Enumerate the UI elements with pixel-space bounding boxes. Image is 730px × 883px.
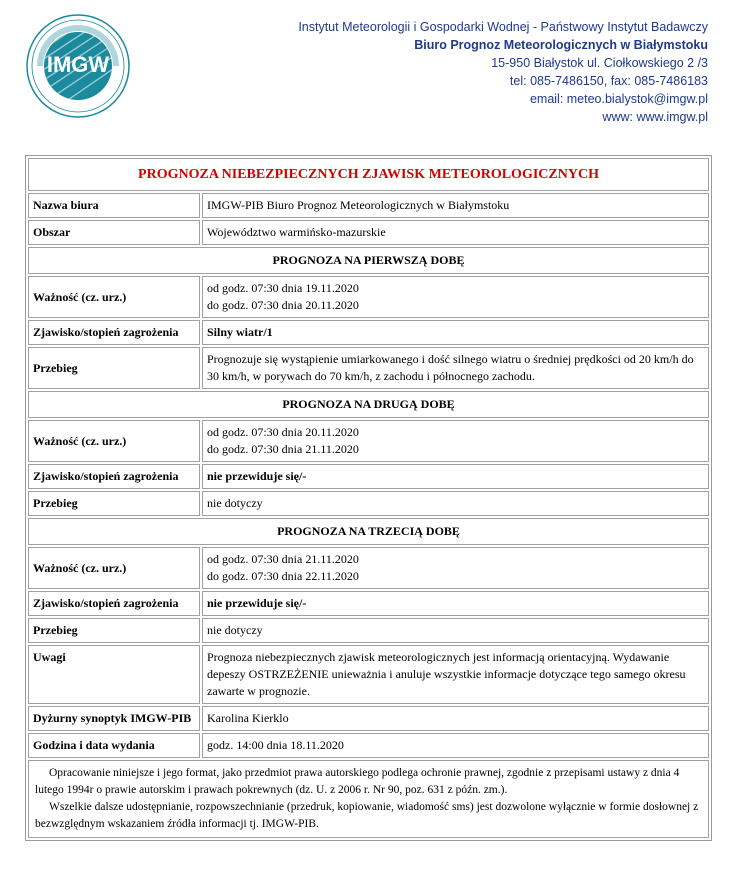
table-row bbox=[28, 591, 709, 616]
office-label: Nazwa biura bbox=[28, 193, 200, 218]
day2-validity-from: od godz. 07:30 dnia 20.11.2020 bbox=[207, 425, 359, 439]
website[interactable]: www: www.imgw.pl bbox=[602, 110, 708, 124]
day2-course-value: nie dotyczy bbox=[202, 491, 709, 516]
day3-validity-value bbox=[202, 547, 709, 589]
day3-validity-label: Ważność (cz. urz.) bbox=[28, 547, 200, 589]
sharing-note: Wszelkie dalsze udostępnianie, rozpowszechnianie (przedruk, kopiowanie, wiadomość sms) jest dozwolone wyłącznie w formie dosłownej z bezwzględnym wskazaniem źródła informacji tj. IMGW-PIB. bbox=[35, 801, 699, 830]
office-value: IMGW-PIB Biuro Prognoz Meteorologicznych w Białymstoku bbox=[202, 193, 709, 218]
day2-course-label: Przebieg bbox=[28, 491, 200, 516]
table-row bbox=[28, 491, 709, 516]
legal-footer bbox=[28, 760, 709, 838]
day1-phenomenon-value: Silny wiatr/1 bbox=[202, 320, 709, 345]
email[interactable]: email: meteo.bialystok@imgw.pl bbox=[529, 92, 708, 106]
day2-phenomenon-label: Zjawisko/stopień zagrożenia bbox=[28, 464, 200, 489]
day3-validity-from: od godz. 07:30 dnia 21.11.2020 bbox=[207, 552, 359, 566]
table-row bbox=[28, 276, 709, 318]
day3-phenomenon-label: Zjawisko/stopień zagrożenia bbox=[28, 591, 200, 616]
day3-phenomenon-value: nie przewiduje się/- bbox=[202, 591, 709, 616]
table-row bbox=[28, 420, 709, 462]
table-row bbox=[28, 618, 709, 643]
institute-name: Instytut Meteorologii i Gospodarki Wodnej - Państwowy Instytut Badawczy bbox=[298, 20, 708, 34]
day1-phenomenon-label: Zjawisko/stopień zagrożenia bbox=[28, 320, 200, 345]
day3-heading: PROGNOZA NA TRZECIĄ DOBĘ bbox=[28, 518, 709, 545]
area-label: Obszar bbox=[28, 220, 200, 245]
table-row bbox=[28, 645, 709, 704]
day3-course-value: nie dotyczy bbox=[202, 618, 709, 643]
issued-value: godz. 14:00 dnia 18.11.2020 bbox=[202, 733, 709, 758]
day1-validity-value bbox=[202, 276, 709, 318]
day1-validity-from: od godz. 07:30 dnia 19.11.2020 bbox=[207, 281, 359, 295]
day2-phenomenon-value: nie przewiduje się/- bbox=[202, 464, 709, 489]
address: 15-950 Białystok ul. Ciołkowskiego 2 /3 bbox=[491, 56, 708, 70]
document-title: PROGNOZA NIEBEZPIECZNYCH ZJAWISK METEOROLOGICZNYCH bbox=[28, 158, 709, 191]
institute-header bbox=[238, 18, 708, 126]
day1-course-value: Prognozuje się wystąpienie umiarkowanego i dość silnego wiatru o średniej prędkości od 20 km/h do 30 km/h, w porywach do 70 km/h, z zachodu i północnego zachodu. bbox=[202, 347, 709, 389]
day1-validity-label: Ważność (cz. urz.) bbox=[28, 276, 200, 318]
table-row bbox=[28, 733, 709, 758]
day2-validity-value bbox=[202, 420, 709, 462]
table-row bbox=[28, 547, 709, 589]
forecaster-label: Dyżurny synoptyk IMGW-PIB bbox=[28, 706, 200, 731]
imgw-logo bbox=[26, 14, 130, 118]
remarks-label: Uwagi bbox=[28, 645, 200, 704]
day2-validity-to: do godz. 07:30 dnia 21.11.2020 bbox=[207, 442, 359, 456]
bureau-name: Biuro Prognoz Meteorologicznych w Białymstoku bbox=[414, 38, 708, 52]
day1-course-label: Przebieg bbox=[28, 347, 200, 389]
forecast-document bbox=[25, 155, 712, 841]
table-row bbox=[28, 347, 709, 389]
day2-heading: PROGNOZA NA DRUGĄ DOBĘ bbox=[28, 391, 709, 418]
area-value: Województwo warmińsko-mazurskie bbox=[202, 220, 709, 245]
table-row bbox=[28, 706, 709, 731]
phone-fax: tel: 085-7486150, fax: 085-7486183 bbox=[509, 74, 708, 88]
day3-validity-to: do godz. 07:30 dnia 22.11.2020 bbox=[207, 569, 359, 583]
day2-validity-label: Ważność (cz. urz.) bbox=[28, 420, 200, 462]
table-row bbox=[28, 320, 709, 345]
day3-course-label: Przebieg bbox=[28, 618, 200, 643]
copyright-note: Opracowanie niniejsze i jego format, jako przedmiot prawa autorskiego podlega ochronie prawnej, zgodnie z przepisami ustawy z dnia 4 lutego 1994r o prawie autorskim i prawach pokrewnych (dz. U. z 2006 r. Nr 90, poz. 631 z późn. zm.). bbox=[35, 767, 680, 796]
table-row bbox=[28, 220, 709, 245]
issued-label: Godzina i data wydania bbox=[28, 733, 200, 758]
logo-text: IMGW bbox=[46, 52, 110, 77]
remarks-value: Prognoza niebezpiecznych zjawisk meteorologicznych jest informacją orientacyjną. Wydawanie depeszy OSTRZEŻENIE unieważnia i anuluje wszystkie informacje dotyczące tego samego okresu zawarte w prognozie. bbox=[202, 645, 709, 704]
day1-validity-to: do godz. 07:30 dnia 20.11.2020 bbox=[207, 298, 359, 312]
day1-heading: PROGNOZA NA PIERWSZĄ DOBĘ bbox=[28, 247, 709, 274]
forecaster-value: Karolina Kierklo bbox=[202, 706, 709, 731]
forecast-table bbox=[26, 156, 711, 840]
table-row bbox=[28, 193, 709, 218]
table-row bbox=[28, 464, 709, 489]
